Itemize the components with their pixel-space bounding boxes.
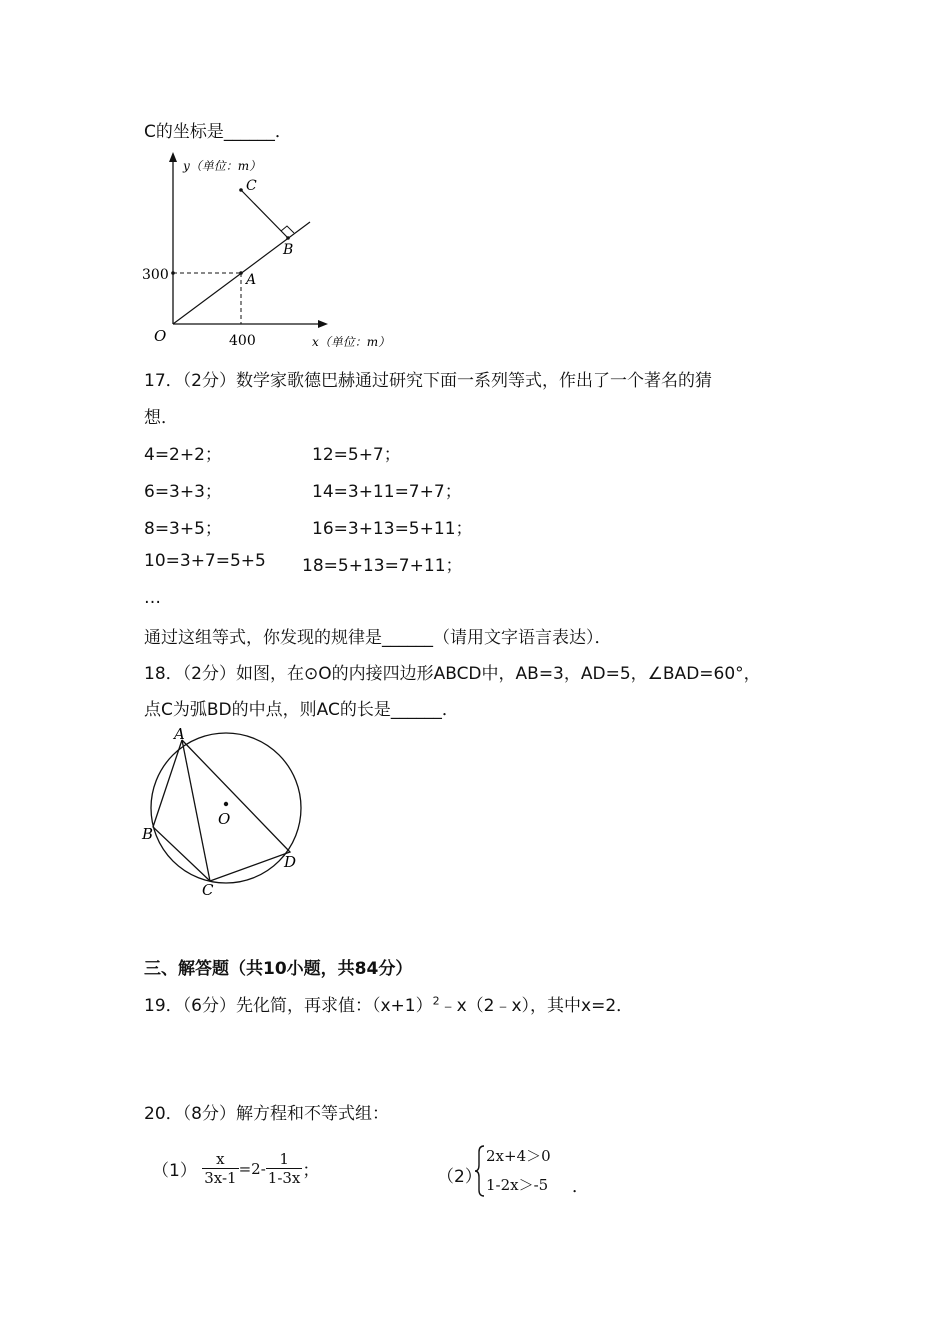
- center-label: O: [218, 810, 231, 828]
- fraction-2: [266, 1150, 303, 1187]
- q17-right-eq: 12=5+7；: [312, 445, 401, 465]
- y-tick-label: 300: [142, 267, 169, 283]
- center-dot: [224, 802, 228, 806]
- x-axis-arrow: [318, 320, 328, 328]
- fraction-1: [202, 1150, 238, 1187]
- part1-end: ；: [302, 1161, 320, 1181]
- q19-pre: 19．（6分）先化简，再求值：（x+1）: [144, 996, 433, 1016]
- point-c-label: C: [202, 881, 214, 899]
- q17-question: 通过这组等式，你发现的规律是______（请用文字语言表达）．: [144, 628, 612, 648]
- point-a-label: A: [174, 725, 185, 743]
- q18-stem-line1: 18．（2分）如图，在⊙O的内接四边形ABCD中，AB=3，AD=5，∠BAD=60°，: [144, 664, 761, 684]
- q17-right-eq: 14=3+11=7+7；: [312, 482, 462, 502]
- diagonal-ac: [182, 740, 210, 881]
- q19-post: ﹣x（2﹣x），其中x=2．: [439, 996, 634, 1016]
- x-tick-label: 400: [229, 333, 256, 349]
- y-axis-arrow: [169, 152, 177, 162]
- point-a-label: A: [246, 272, 257, 288]
- q20-part1-label: （1）: [152, 1161, 197, 1181]
- q20-stem: 20．（8分）解方程和不等式组：: [144, 1104, 389, 1124]
- left-brace: [474, 1144, 486, 1198]
- q17-left-eq: 6=3+3；: [144, 482, 222, 502]
- x-axis-label: x（单位：m）: [312, 335, 391, 349]
- inequality-2: 1-2x＞-5: [486, 1176, 549, 1194]
- q17-ellipsis: …: [144, 588, 161, 608]
- q17-stem-line2: 想．: [144, 408, 178, 428]
- fraction-1-denominator: 3x-1: [204, 1169, 237, 1187]
- right-angle-mark: [281, 226, 294, 233]
- coordinate-figure: [140, 150, 400, 355]
- section-heading: 三、解答题（共10小题，共84分）: [144, 959, 413, 979]
- origin-label: O: [154, 327, 167, 345]
- q20-part1: [152, 1150, 319, 1187]
- q19-stem: [144, 991, 633, 1016]
- q18-stem-line2: 点C为弧BD的中点，则AC的长是______．: [144, 700, 459, 720]
- fraction-2-denominator: 1-3x: [267, 1169, 301, 1187]
- q20-part2-label: （2）: [437, 1167, 482, 1187]
- q17-right-eq: 18=5+13=7+11；: [302, 556, 463, 576]
- circle-figure: [138, 724, 313, 899]
- point-b-label: B: [142, 825, 154, 843]
- point-d-label: D: [284, 853, 297, 871]
- q17-left-eq: 10=3+7=5+5: [144, 551, 266, 571]
- part2-end: ．: [572, 1177, 589, 1197]
- point-c-label: C: [246, 178, 257, 194]
- equation-middle: =2-: [238, 1159, 266, 1178]
- q19-exponent: 2: [432, 994, 440, 1008]
- q16-tail: C的坐标是______．: [144, 122, 292, 142]
- fraction-1-numerator: x: [202, 1150, 238, 1169]
- q17-stem-line1: 17．（2分）数学家歌德巴赫通过研究下面一系列等式，作出了一个著名的猜: [144, 371, 712, 391]
- q17-left-eq: 4=2+2；: [144, 445, 222, 465]
- circumcircle: [151, 733, 301, 883]
- q17-left-eq: 8=3+5；: [144, 519, 222, 539]
- y-axis-label: y（单位：m）: [183, 159, 262, 173]
- inequality-1: 2x+4＞0: [486, 1147, 551, 1165]
- point-b-label: B: [283, 242, 294, 258]
- q17-right-eq: 16=3+13=5+11；: [312, 519, 473, 539]
- fraction-2-numerator: 1: [266, 1150, 303, 1169]
